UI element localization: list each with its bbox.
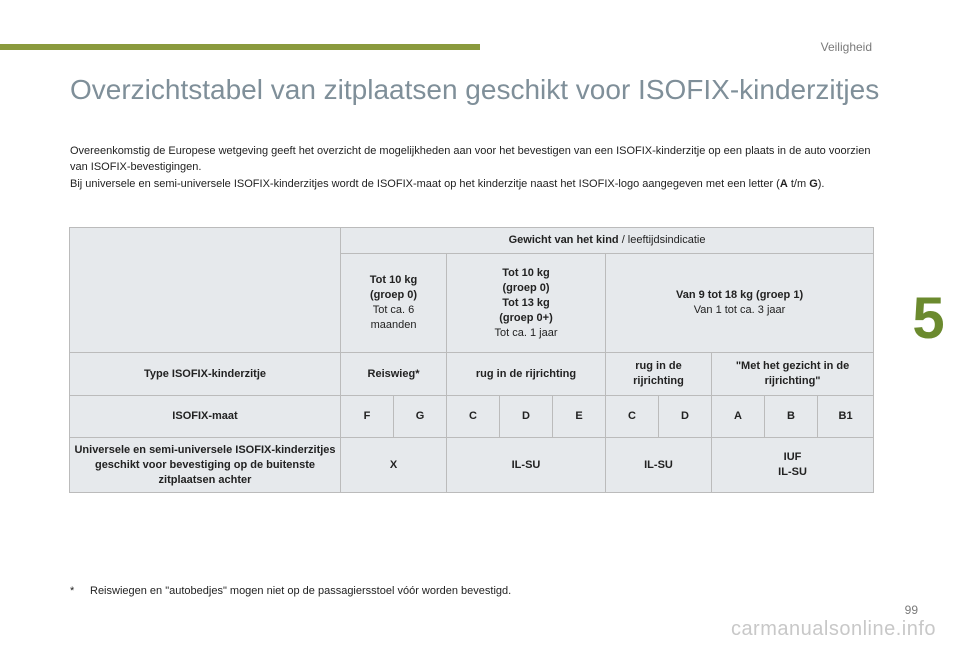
size-cell: E: [553, 396, 606, 438]
top-accent-bar: [0, 44, 480, 50]
weight-header: Gewicht van het kind / leeftijdsindicatie: [341, 228, 874, 254]
section-label: Veiligheid: [820, 40, 872, 54]
group-cell-2: Tot 10 kg (groep 0) Tot 13 kg (groep 0+) Tot ca. 1 jaar: [447, 254, 606, 353]
seat-cell: IL-SU: [606, 438, 712, 493]
page-number: 99: [904, 603, 918, 617]
seat-cell: IUF IL-SU: [712, 438, 874, 493]
footnote-mark: *: [70, 585, 75, 597]
size-cell: D: [659, 396, 712, 438]
chapter-tab: 5: [897, 284, 960, 354]
size-cell: C: [447, 396, 500, 438]
size-letter-a: A: [779, 178, 788, 190]
seat-cell: X: [341, 438, 447, 493]
size-cell: D: [500, 396, 553, 438]
size-letter-g: G: [809, 178, 818, 190]
watermark: carmanualsonline.info: [730, 618, 936, 640]
size-cell: G: [394, 396, 447, 438]
footnote-text: Reiswiegen en "autobedjes" mogen niet op de passagiersstoel vóór worden bevestigd.: [90, 585, 512, 597]
type-cell: Reiswieg*: [341, 353, 447, 396]
type-row-label: Type ISOFIX-kinderzitje: [70, 353, 341, 396]
size-cell: C: [606, 396, 659, 438]
intro-paragraph-1: Overeenkomstig de Europese wetgeving geeft het overzicht de mogelijkheden aan voor het bevestigen van een ISOFIX-kinderzitje op een plaats in de auto voorzien van ISOFIX-bevestigingen.: [70, 145, 871, 173]
intro-paragraph-2: Bij universele en semi-universele ISOFIX-kinderzitjes wordt de ISOFIX-maat op het kinderzitje naast het ISOFIX-logo aangegeven met een letter (A t/m G).: [70, 178, 825, 190]
type-cell: rug in de rijrichting: [606, 353, 712, 396]
size-cell: B1: [818, 396, 874, 438]
group-cell-3: Van 9 tot 18 kg (groep 1) Van 1 tot ca. 3 jaar: [606, 254, 874, 353]
page-title: Overzichtstabel van zitplaatsen geschikt voor ISOFIX-kinderzitjes: [70, 74, 880, 105]
seat-row-label: Universele en semi-universele ISOFIX-kinderzitjes geschikt voor bevestiging op de buitenste zitplaatsen achter: [70, 438, 341, 493]
size-cell: B: [765, 396, 818, 438]
type-cell: rug in de rijrichting: [447, 353, 606, 396]
size-cell: F: [341, 396, 394, 438]
table-corner-cell: [70, 228, 341, 353]
seat-cell: IL-SU: [447, 438, 606, 493]
isofix-table: [69, 227, 874, 493]
type-cell: "Met het gezicht in de rijrichting": [712, 353, 874, 396]
size-cell: A: [712, 396, 765, 438]
group-cell-1: Tot 10 kg (groep 0) Tot ca. 6 maanden: [341, 254, 447, 353]
footnote: [70, 585, 511, 597]
size-row-label: ISOFIX-maat: [70, 396, 341, 438]
